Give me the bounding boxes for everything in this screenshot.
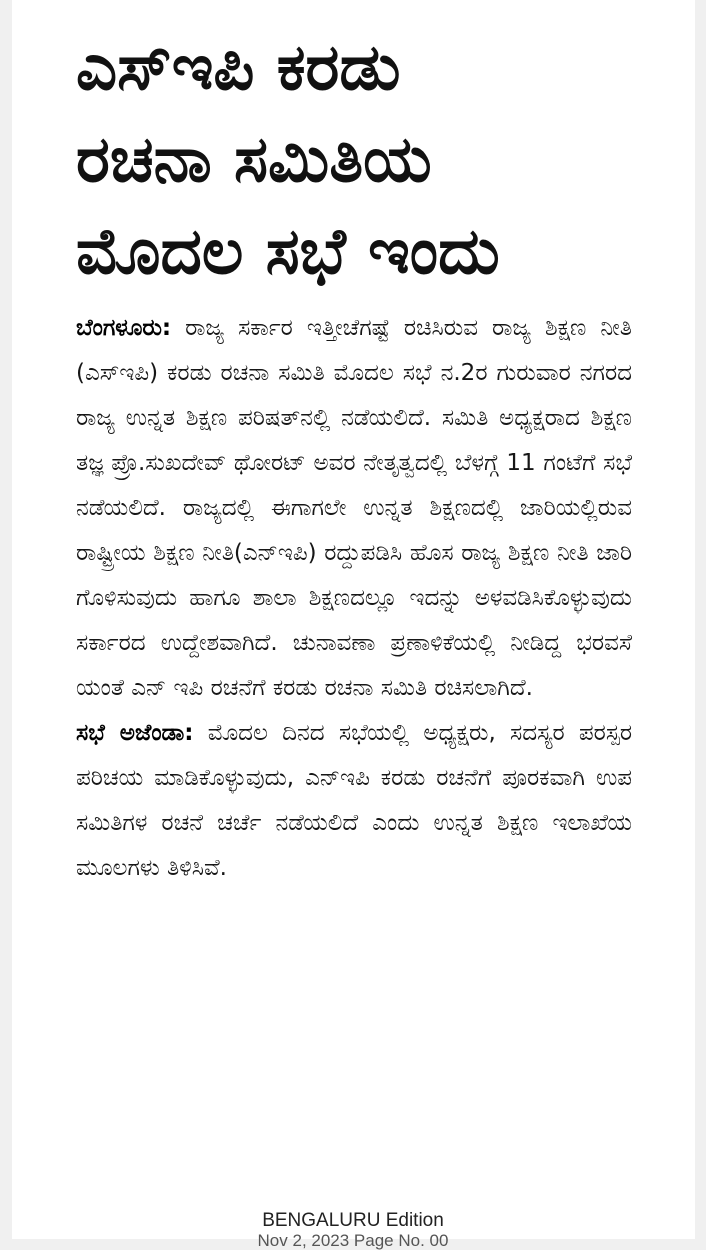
headline-line-3: ಮೊದಲ ಸಭೆ ಇಂದು [76,215,500,289]
paragraph-2-text: ಮೊದಲ ದಿನದ ಸಭೆಯಲ್ಲಿ ಅಧ್ಯಕ್ಷರು, ಸದಸ್ಯರ ಪರಸ್ಪರ ಪರಿಚಯ ಮಾಡಿಕೊಳ್ಳುವುದು, ಎನ್‌ಇಪಿ ಕರಡು ರಚನೆಗೆ ಪೂರಕವಾಗಿ ಉಪ ಸಮಿತಿಗಳ ರಚನೆ ಚರ್ಚೆ ನಡೆಯಲಿದೆ ಎಂದು ಉನ್ನತ ಶಿಕ್ಷಣ ಇಲಾಖೆಯ ಮೂಲಗಳು ತಿಳಿಸಿವೆ. [76,720,632,881]
headline-line-2: ರಚನಾ ಸಮಿತಿಯ [76,123,432,197]
paragraph-2 [76,711,632,891]
paragraph-1 [76,306,632,711]
paragraph-1-text: ರಾಜ್ಯ ಸರ್ಕಾರ ಇತ್ತೀಚೆಗಷ್ಟೆ ರಚಿಸಿರುವ ರಾಜ್ಯ ಶಿಕ್ಷಣ ನೀತಿ (ಎಸ್‌ಇಪಿ) ಕರಡು ರಚನಾ ಸಮಿತಿ ಮೊದಲ ಸಭೆ ನ.2ರ ಗುರುವಾರ ನಗರದ ರಾಜ್ಯ ಉನ್ನತ ಶಿಕ್ಷಣ ಪರಿಷತ್‌ನಲ್ಲಿ ನಡೆಯಲಿದೆ. ಸಮಿತಿ ಅಧ್ಯಕ್ಷರಾದ ಶಿಕ್ಷಣ ತಜ್ಞ ಪ್ರೊ.ಸುಖದೇವ್ ಥೋರಟ್ ಅವರ ನೇತೃತ್ವದಲ್ಲಿ ಬೆಳಗ್ಗೆ 11 ಗಂಟೆಗೆ ಸಭೆ ನಡೆಯಲಿದೆ. ರಾಜ್ಯದಲ್ಲಿ ಈಗಾಗಲೇ ಉನ್ನತ ಶಿಕ್ಷಣದಲ್ಲಿ ಜಾರಿಯಲ್ಲಿರುವ ರಾಷ್ಟ್ರೀಯ ಶಿಕ್ಷಣ ನೀತಿ(ಎನ್‌ಇಪಿ) ರದ್ದುಪಡಿಸಿ ಹೊಸ ರಾಜ್ಯ ಶಿಕ್ಷಣ ನೀತಿ ಜಾರಿ ಗೊಳಿಸುವುದು ಹಾಗೂ ಶಾಲಾ ಶಿಕ್ಷಣದಲ್ಲೂ ಇದನ್ನು ಅಳವಡಿಸಿಕೊಳ್ಳುವುದು ಸರ್ಕಾರದ ಉದ್ದೇಶವಾಗಿದೆ. ಚುನಾವಣಾ ಪ್ರಣಾಳಿಕೆಯಲ್ಲಿ ನೀಡಿದ್ದ ಭರವಸೆ ಯಂತೆ ಎನ್ ಇಪಿ ರಚನೆಗೆ ಕರಡು ರಚನಾ ಸಮಿತಿ ರಚಿಸಲಾಗಿದೆ. [76,315,632,701]
headline [76,22,656,298]
dateline: ಬೆಂಗಳೂರು: [76,315,172,341]
headline-line-1: ಎಸ್‌ಇಪಿ ಕರಡು [76,31,401,105]
edition-date-line: Nov 2, 2023 Page No. 00 [257,1231,449,1250]
edition-label: BENGALURU Edition [262,1210,444,1231]
subheading-agenda: ಸಭೆ ಅಜೆಂಡಾ: [76,720,194,746]
article-body [76,306,632,891]
